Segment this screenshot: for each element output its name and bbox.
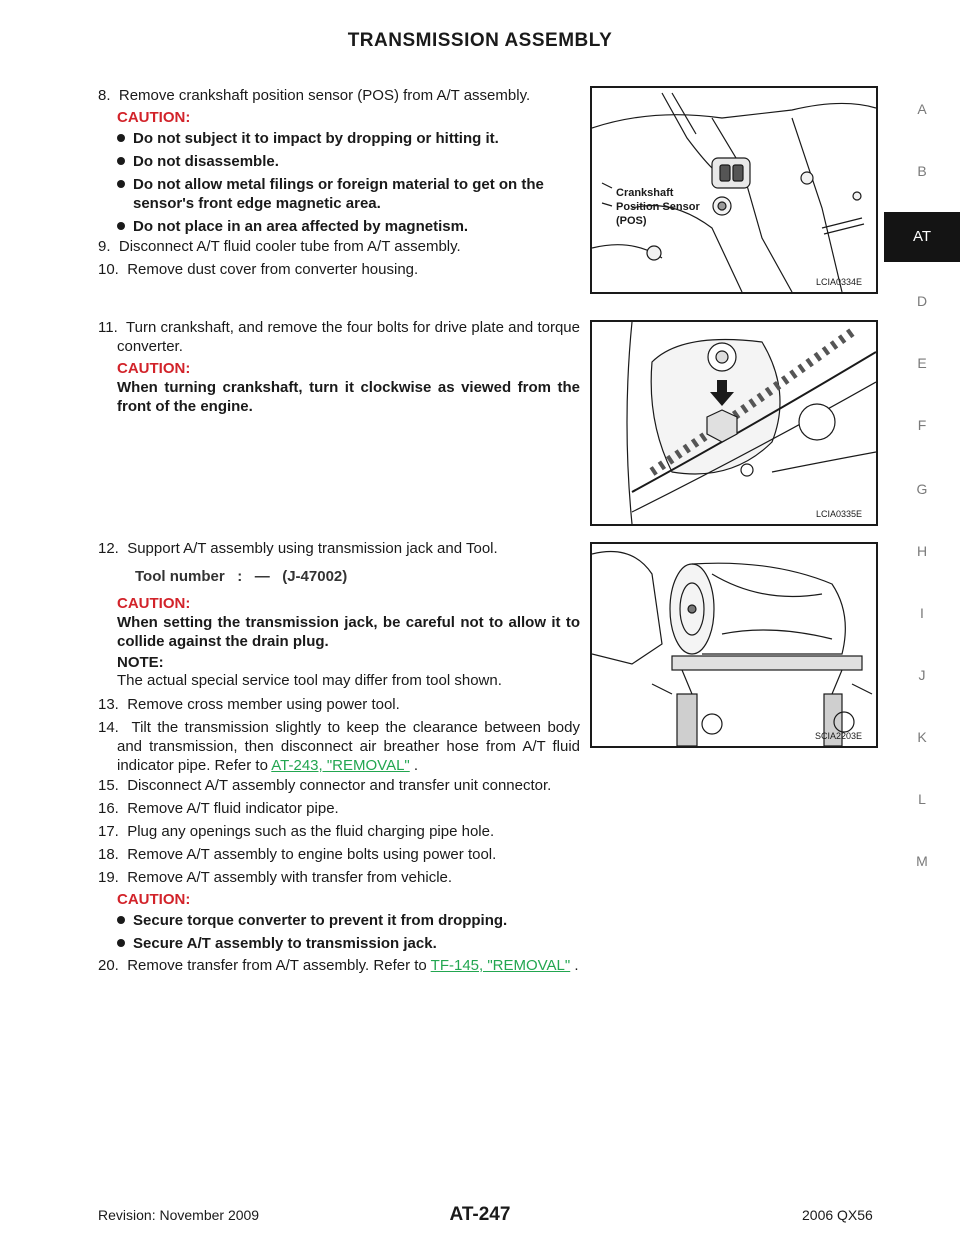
step-12: 12. Support A/T assembly using transmission jack and Tool. — [98, 540, 498, 557]
reference-link-tf-145[interactable]: TF-145, "REMOVAL" — [430, 957, 571, 974]
caution-label: CAUTION: — [117, 595, 191, 612]
step-19: 19. Remove A/T assembly with transfer from vehicle. — [98, 869, 453, 886]
step-text: Remove crankshaft position sensor (POS) from A/T assembly. — [118, 87, 531, 104]
sensor-label: (POS) — [616, 215, 647, 227]
section-tab-l[interactable]: L — [918, 791, 926, 807]
caution-label: CAUTION: — [117, 109, 191, 126]
step-8 — [98, 86, 580, 105]
section-tab-d[interactable]: D — [916, 293, 928, 309]
sensor-label: Crankshaft — [616, 187, 674, 199]
figure-crankshaft-sensor — [590, 86, 878, 294]
caution-text: When turning crankshaft, turn it clockwise as viewed from the front of the engine. — [117, 379, 580, 415]
step-10: 10. Remove dust cover from converter housing. — [98, 261, 419, 278]
step-14: 14. Tilt the transmission slightly to keep the clearance between body and transmission, then disconnect air breather hose from A/T fluid indicator pipe. Refer to AT-243, "REMOVAL" . — [98, 719, 580, 774]
figure-transmission-jack — [590, 542, 878, 748]
caution-bullet: Do not subject it to impact by dropping or hitting it. — [117, 129, 579, 148]
jack-illustration — [592, 544, 876, 746]
section-tab-g[interactable]: G — [916, 481, 928, 497]
step-number: 8. — [98, 87, 111, 104]
section-tab-at-active[interactable]: AT — [884, 212, 960, 262]
revision-date: Revision: November 2009 — [98, 1207, 260, 1223]
drive-plate-illustration — [592, 322, 876, 524]
section-tab-m[interactable]: M — [916, 853, 928, 869]
caution-bullet: Secure A/T assembly to transmission jack. — [117, 934, 579, 953]
page-title: TRANSMISSION ASSEMBLY — [347, 30, 613, 51]
caution-bullet: Secure torque converter to prevent it from dropping. — [117, 911, 579, 930]
section-tab-e[interactable]: E — [917, 355, 927, 371]
sensor-label: Position Sensor — [616, 201, 700, 213]
caution-label: CAUTION: — [117, 891, 191, 908]
model-name: 2006 QX56 — [802, 1207, 873, 1223]
figure-code: SCIA2203E — [814, 731, 862, 741]
step-15: 15. Disconnect A/T assembly connector and transfer unit connector. — [98, 777, 552, 794]
step-17: 17. Plug any openings such as the fluid charging pipe hole. — [98, 823, 495, 840]
figure-code: LCIA0335E — [815, 509, 862, 519]
caution-text: When setting the transmission jack, be careful not to allow it to collide against the drain plug. — [117, 614, 580, 650]
section-tab-a[interactable]: A — [917, 101, 927, 117]
section-tab-k[interactable]: K — [917, 729, 927, 745]
section-tab-b[interactable]: B — [917, 163, 927, 179]
step-9: 9. Disconnect A/T fluid cooler tube from A/T assembly. — [98, 238, 461, 255]
step-13: 13. Remove cross member using power tool. — [98, 696, 400, 713]
page-number: AT-247 — [449, 1204, 511, 1225]
tool-number: Tool number : — (J-47002) — [135, 568, 348, 585]
caution-bullet: Do not disassemble. — [117, 152, 579, 171]
caution-bullet: Do not place in an area affected by magnetism. — [117, 217, 579, 236]
section-tab-i[interactable]: I — [920, 605, 924, 621]
section-tab-f[interactable]: F — [917, 417, 927, 433]
caution-label: CAUTION: — [117, 360, 191, 377]
step-20: 20. Remove transfer from A/T assembly. Refer to TF-145, "REMOVAL" . — [98, 957, 579, 974]
step-16: 16. Remove A/T fluid indicator pipe. — [98, 800, 339, 817]
note-text: The actual special service tool may differ from tool shown. — [117, 672, 502, 689]
note-label: NOTE: — [117, 654, 164, 671]
figure-code: LCIA0334E — [815, 277, 862, 287]
section-tab-h[interactable]: H — [916, 543, 928, 559]
step-11: 11. Turn crankshaft, and remove the four bolts for drive plate and torque converter. — [98, 319, 580, 355]
step-18: 18. Remove A/T assembly to engine bolts using power tool. — [98, 846, 497, 863]
figure-drive-plate — [590, 320, 878, 526]
section-tab-j[interactable]: J — [918, 667, 926, 683]
caution-bullet: Do not allow metal filings or foreign material to get on the sensor's front edge magnetic area. — [117, 175, 579, 213]
reference-link-at-243[interactable]: AT-243, "REMOVAL" — [271, 757, 410, 774]
